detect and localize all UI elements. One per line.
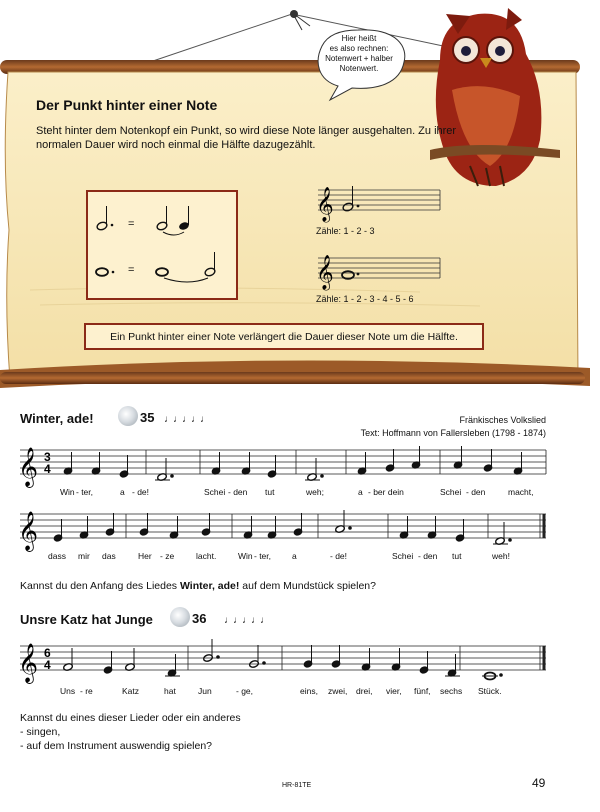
lyric-syllable: - den: [418, 551, 438, 561]
song1-score: [0, 440, 600, 590]
lyric-syllable: Schei: [204, 487, 226, 497]
lyric-syllable: hat: [164, 686, 176, 696]
treble-clef-icon: 𝄞: [316, 187, 334, 222]
lyric-syllable: - de!: [330, 551, 348, 561]
lyric-syllable: - ber dein: [368, 487, 404, 497]
lyric-syllable: Jun: [198, 686, 212, 696]
cd-icon: [170, 607, 190, 627]
lyric-syllable: Katz: [122, 686, 140, 696]
lyric-syllable: macht,: [508, 487, 534, 497]
note-equations: [88, 192, 236, 298]
song2-question-line1: Kannst du eines dieser Lieder oder ein anderes: [20, 712, 241, 724]
note-equation-box: [86, 190, 238, 300]
lyric-syllable: lacht.: [196, 551, 217, 561]
lyric-syllable: das: [102, 551, 116, 561]
lyric-syllable: vier,: [386, 686, 402, 696]
song1-title: Winter, ade!: [20, 411, 94, 426]
treble-clef-icon: 𝄞: [18, 643, 39, 683]
lyric-syllable: Win: [60, 487, 75, 497]
lyric-syllable: tut: [452, 551, 462, 561]
song1-rhythm-icon: ♩♩♩♩♩: [164, 414, 209, 425]
lesson-title: Der Punkt hinter einer Note: [36, 97, 218, 113]
lyric-syllable: tut: [265, 487, 275, 497]
time-signature-top: 3: [44, 450, 51, 464]
treble-clef-icon: 𝄞: [18, 447, 39, 487]
song1-notes-line1: [63, 446, 523, 481]
lyric-syllable: Her: [138, 551, 152, 561]
lyric-syllable: fünf,: [414, 686, 431, 696]
lyric-syllable: a: [120, 487, 125, 497]
lyric-syllable: mir: [78, 551, 90, 561]
song1-credit-origin: Fränkisches Volkslied: [459, 415, 546, 425]
song1-credit-text: Text: Hoffmann von Fallersleben (1798 - 1874): [360, 428, 546, 438]
song2-question-line2: - singen,: [20, 726, 61, 738]
cd-icon: [118, 406, 138, 426]
rule-box: [84, 323, 484, 350]
song2-question-line3: - auf dem Instrument auswendig spielen?: [20, 740, 213, 752]
lyric-syllable: - ter,: [76, 487, 94, 497]
song2-score: [0, 636, 600, 686]
treble-clef-icon: 𝄞: [316, 255, 334, 290]
lyric-syllable: sechs: [440, 686, 463, 696]
lyric-syllable: - ge,: [236, 686, 254, 696]
owl-bubble-text: Hier heißt es also rechnen: Notenwert + halber Notenwert.: [325, 34, 393, 73]
time-signature-top: 6: [44, 646, 51, 660]
song1-question: Kannst du den Anfang des Liedes Winter, ade! auf dem Mundstück spielen?: [20, 580, 376, 592]
lyric-syllable: a: [292, 551, 297, 561]
song2-rhythm-icon: ♩♩♩♩♩: [224, 615, 269, 626]
lyric-syllable: Schei: [392, 551, 414, 561]
count-dotted-half: Zähle: 1 - 2 - 3: [316, 226, 375, 236]
treble-clef-icon: 𝄞: [18, 511, 39, 551]
lyric-syllable: eins,: [300, 686, 318, 696]
lyric-syllable: - re: [80, 686, 93, 696]
lyric-syllable: - den: [228, 487, 248, 497]
lyric-syllable: a: [358, 487, 363, 497]
lyric-syllable: weh!: [492, 551, 510, 561]
rule-text: Ein Punkt hinter einer Note verlängert die Dauer dieser Note um die Hälfte.: [110, 330, 458, 343]
lesson-board: [0, 0, 600, 400]
song1-notes-line2: [53, 510, 511, 545]
footer-code: HR-81TE: [282, 782, 312, 789]
lyric-syllable: - den: [466, 487, 486, 497]
equals-sign: =: [128, 218, 135, 230]
time-signature-bottom: 4: [44, 462, 51, 476]
count-dotted-whole: Zähle: 1 - 2 - 3 - 4 - 5 - 6: [316, 294, 414, 304]
lyric-syllable: - ze: [160, 551, 175, 561]
song2-title: Unsre Katz hat Junge: [20, 612, 153, 627]
lyric-syllable: weh;: [306, 487, 324, 497]
lyric-syllable: Win: [238, 551, 253, 561]
lyric-syllable: zwei,: [328, 686, 348, 696]
song2-notes: [63, 639, 503, 680]
lyric-syllable: Stück.: [478, 686, 502, 696]
song1-track-number: 35: [140, 410, 155, 425]
lyric-syllable: Uns: [60, 686, 76, 696]
lyric-syllable: - de!: [132, 487, 150, 497]
lesson-text: Steht hinter dem Notenkopf ein Punkt, so wird diese Note länger ausgehalten. Zu ihrer normalen Dauer wird noch einmal die Hälfte dazugezählt.: [36, 125, 457, 151]
lyric-syllable: dass: [48, 551, 66, 561]
lyric-syllable: drei,: [356, 686, 373, 696]
time-signature-bottom: 4: [44, 658, 51, 672]
page-number: 49: [532, 776, 546, 790]
lyric-syllable: Schei: [440, 487, 462, 497]
lyric-syllable: - ter,: [254, 551, 272, 561]
equals-sign: =: [128, 264, 135, 276]
song2-track-number: 36: [192, 611, 207, 626]
